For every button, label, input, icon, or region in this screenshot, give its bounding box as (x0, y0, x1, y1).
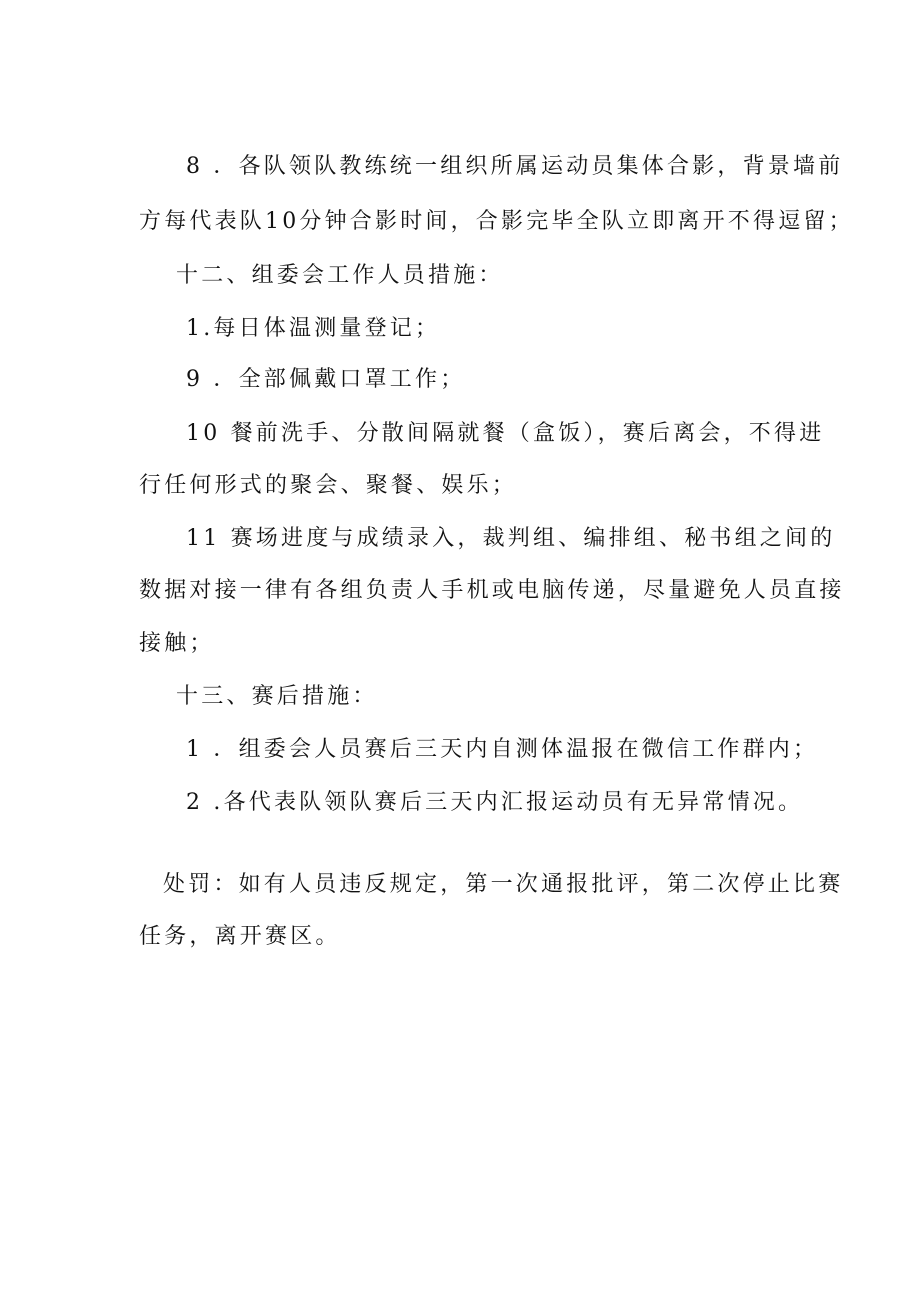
section-12-heading: 十二、组委会工作人员措施： (176, 263, 504, 288)
section-12-item-11-line-2: 数据对接一律有各组负责人手机或电脑传递，尽量避免人员直接 (139, 578, 845, 603)
section-12-item-10-line-2: 行任何形式的聚会、聚餐、娱乐； (139, 473, 518, 498)
section-13-item-2: 2 .各代表队领队赛后三天内汇报运动员有无异常情况。 (186, 790, 804, 815)
penalty-line-1: 处罚：如有人员违反规定，第一次通报批评，第二次停止比赛 (163, 872, 844, 897)
section-12-item-1: 1.每日体温测量登记； (186, 316, 441, 341)
section-13-heading: 十三、赛后措施： (176, 684, 378, 709)
section-12-item-11-line-1: 11 赛场进度与成绩录入，裁判组、编排组、秘书组之间的 (186, 526, 836, 551)
section-12-item-11-line-3: 接触； (139, 631, 215, 656)
section-12-item-9: 9 ．全部佩戴口罩工作； (186, 367, 466, 392)
section-12-item-10-line-1: 10 餐前洗手、分散间隔就餐（盒饭），赛后离会，不得进 (186, 421, 825, 446)
item-8-line-1: 8 ．各队领队教练统一组织所属运动员集体合影，背景墙前 (186, 154, 844, 179)
item-8-line-2: 方每代表队10分钟合影时间，合影完毕全队立即离开不得逗留； (139, 209, 854, 234)
section-13-item-1: 1 ．组委会人员赛后三天内自测体温报在微信工作群内； (186, 737, 819, 762)
penalty-line-2: 任务，离开赛区。 (139, 924, 341, 949)
